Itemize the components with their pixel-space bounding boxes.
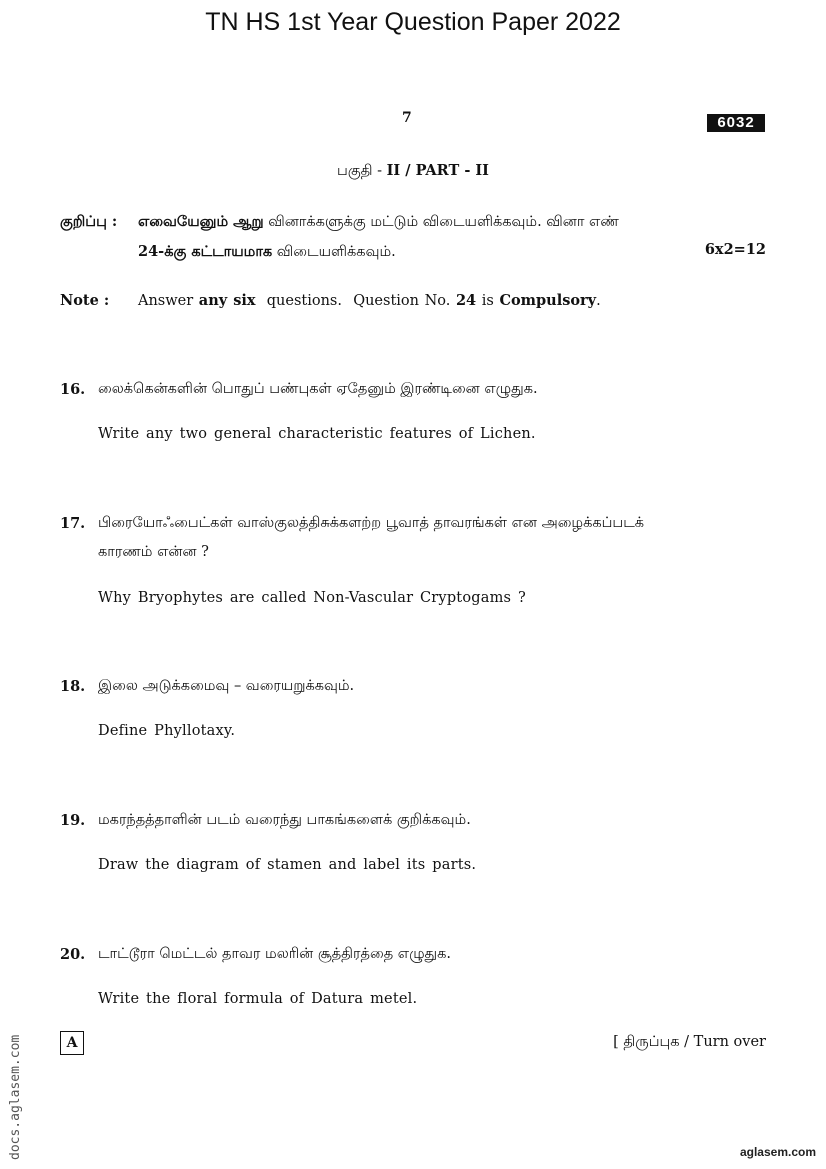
side-watermark: docs.aglasem.com	[8, 1034, 23, 1160]
question-number: 16.	[60, 381, 86, 398]
note-en-part4: .	[596, 293, 601, 309]
question-text-ta: லைக்கென்களின் பொதுப் பண்புகள் ஏதேனும் இரண்டினை எழுதுக.	[98, 381, 538, 397]
note-en-part3: is	[476, 293, 500, 309]
part-heading-ta: பகுதி -	[337, 163, 387, 179]
note-ta-line1	[138, 213, 619, 232]
question-text-ta: பிரையோஃபைட்கள் வாஸ்குலத்திசுக்களற்ற பூவாத் தாவரங்கள் என அழைக்கப்படக்	[98, 515, 645, 531]
note-ta-line1-rest: வினாக்களுக்கு மட்டும் விடையளிக்கவும். வினா எண்	[263, 214, 619, 230]
note-en-bold1: any six	[198, 292, 256, 309]
question-text-en: Why Bryophytes are called Non-Vascular Cryptogams ?	[98, 590, 526, 606]
question-text-en: Write any two general characteristic features of Lichen.	[98, 426, 536, 442]
note-en-label: Note :	[60, 292, 110, 309]
footer-watermark: aglasem.com	[739, 1145, 816, 1159]
question-number: 19.	[60, 812, 86, 829]
question-text-ta: டாட்டூரா மெட்டல் தாவர மலரின் சூத்திரத்தை எழுதுக.	[98, 946, 452, 962]
note-ta-line2-rest: விடையளிக்கவும்.	[272, 244, 396, 260]
question-text-en: Define Phyllotaxy.	[98, 723, 236, 739]
question-text-ta: மகரந்தத்தாளின் படம் வரைந்து பாகங்களைக் குறிக்கவும்.	[98, 812, 471, 828]
part-heading-en: II / PART - II	[386, 162, 489, 179]
question-number: 18.	[60, 678, 86, 695]
banner-title: TN HS 1st Year Question Paper 2022	[205, 8, 621, 36]
question-text-ta: இலை அடுக்கமைவு – வரையறுக்கவும்.	[98, 678, 355, 694]
note-ta-line2	[138, 243, 396, 262]
marks-allocation: 6x2=12	[704, 241, 766, 258]
note-ta-label: குறிப்பு :	[60, 213, 118, 230]
section-letter-box: A	[60, 1031, 84, 1055]
part-heading	[0, 162, 826, 181]
page-number: 7	[402, 110, 412, 126]
note-en-part2: questions. Question No.	[255, 293, 456, 309]
note-en-text	[138, 292, 601, 309]
note-en-bold2: 24	[455, 292, 477, 309]
note-ta-line2-bold: 24-க்கு கட்டாயமாக	[138, 243, 273, 260]
note-ta-line1-bold: எவையேனும் ஆறு	[138, 213, 264, 230]
question-text-ta-continued: காரணம் என்ன ?	[98, 544, 209, 560]
question-number: 20.	[60, 946, 86, 963]
question-text-en: Write the floral formula of Datura metel.	[98, 991, 418, 1007]
note-en-bold3: Compulsory	[499, 292, 597, 309]
paper-code-badge: 6032	[707, 114, 765, 132]
question-number: 17.	[60, 515, 86, 532]
turn-over-note: [ திருப்புக / Turn over	[613, 1034, 766, 1050]
question-text-en: Draw the diagram of stamen and label its parts.	[98, 857, 477, 873]
note-en-part1: Answer	[138, 293, 199, 309]
